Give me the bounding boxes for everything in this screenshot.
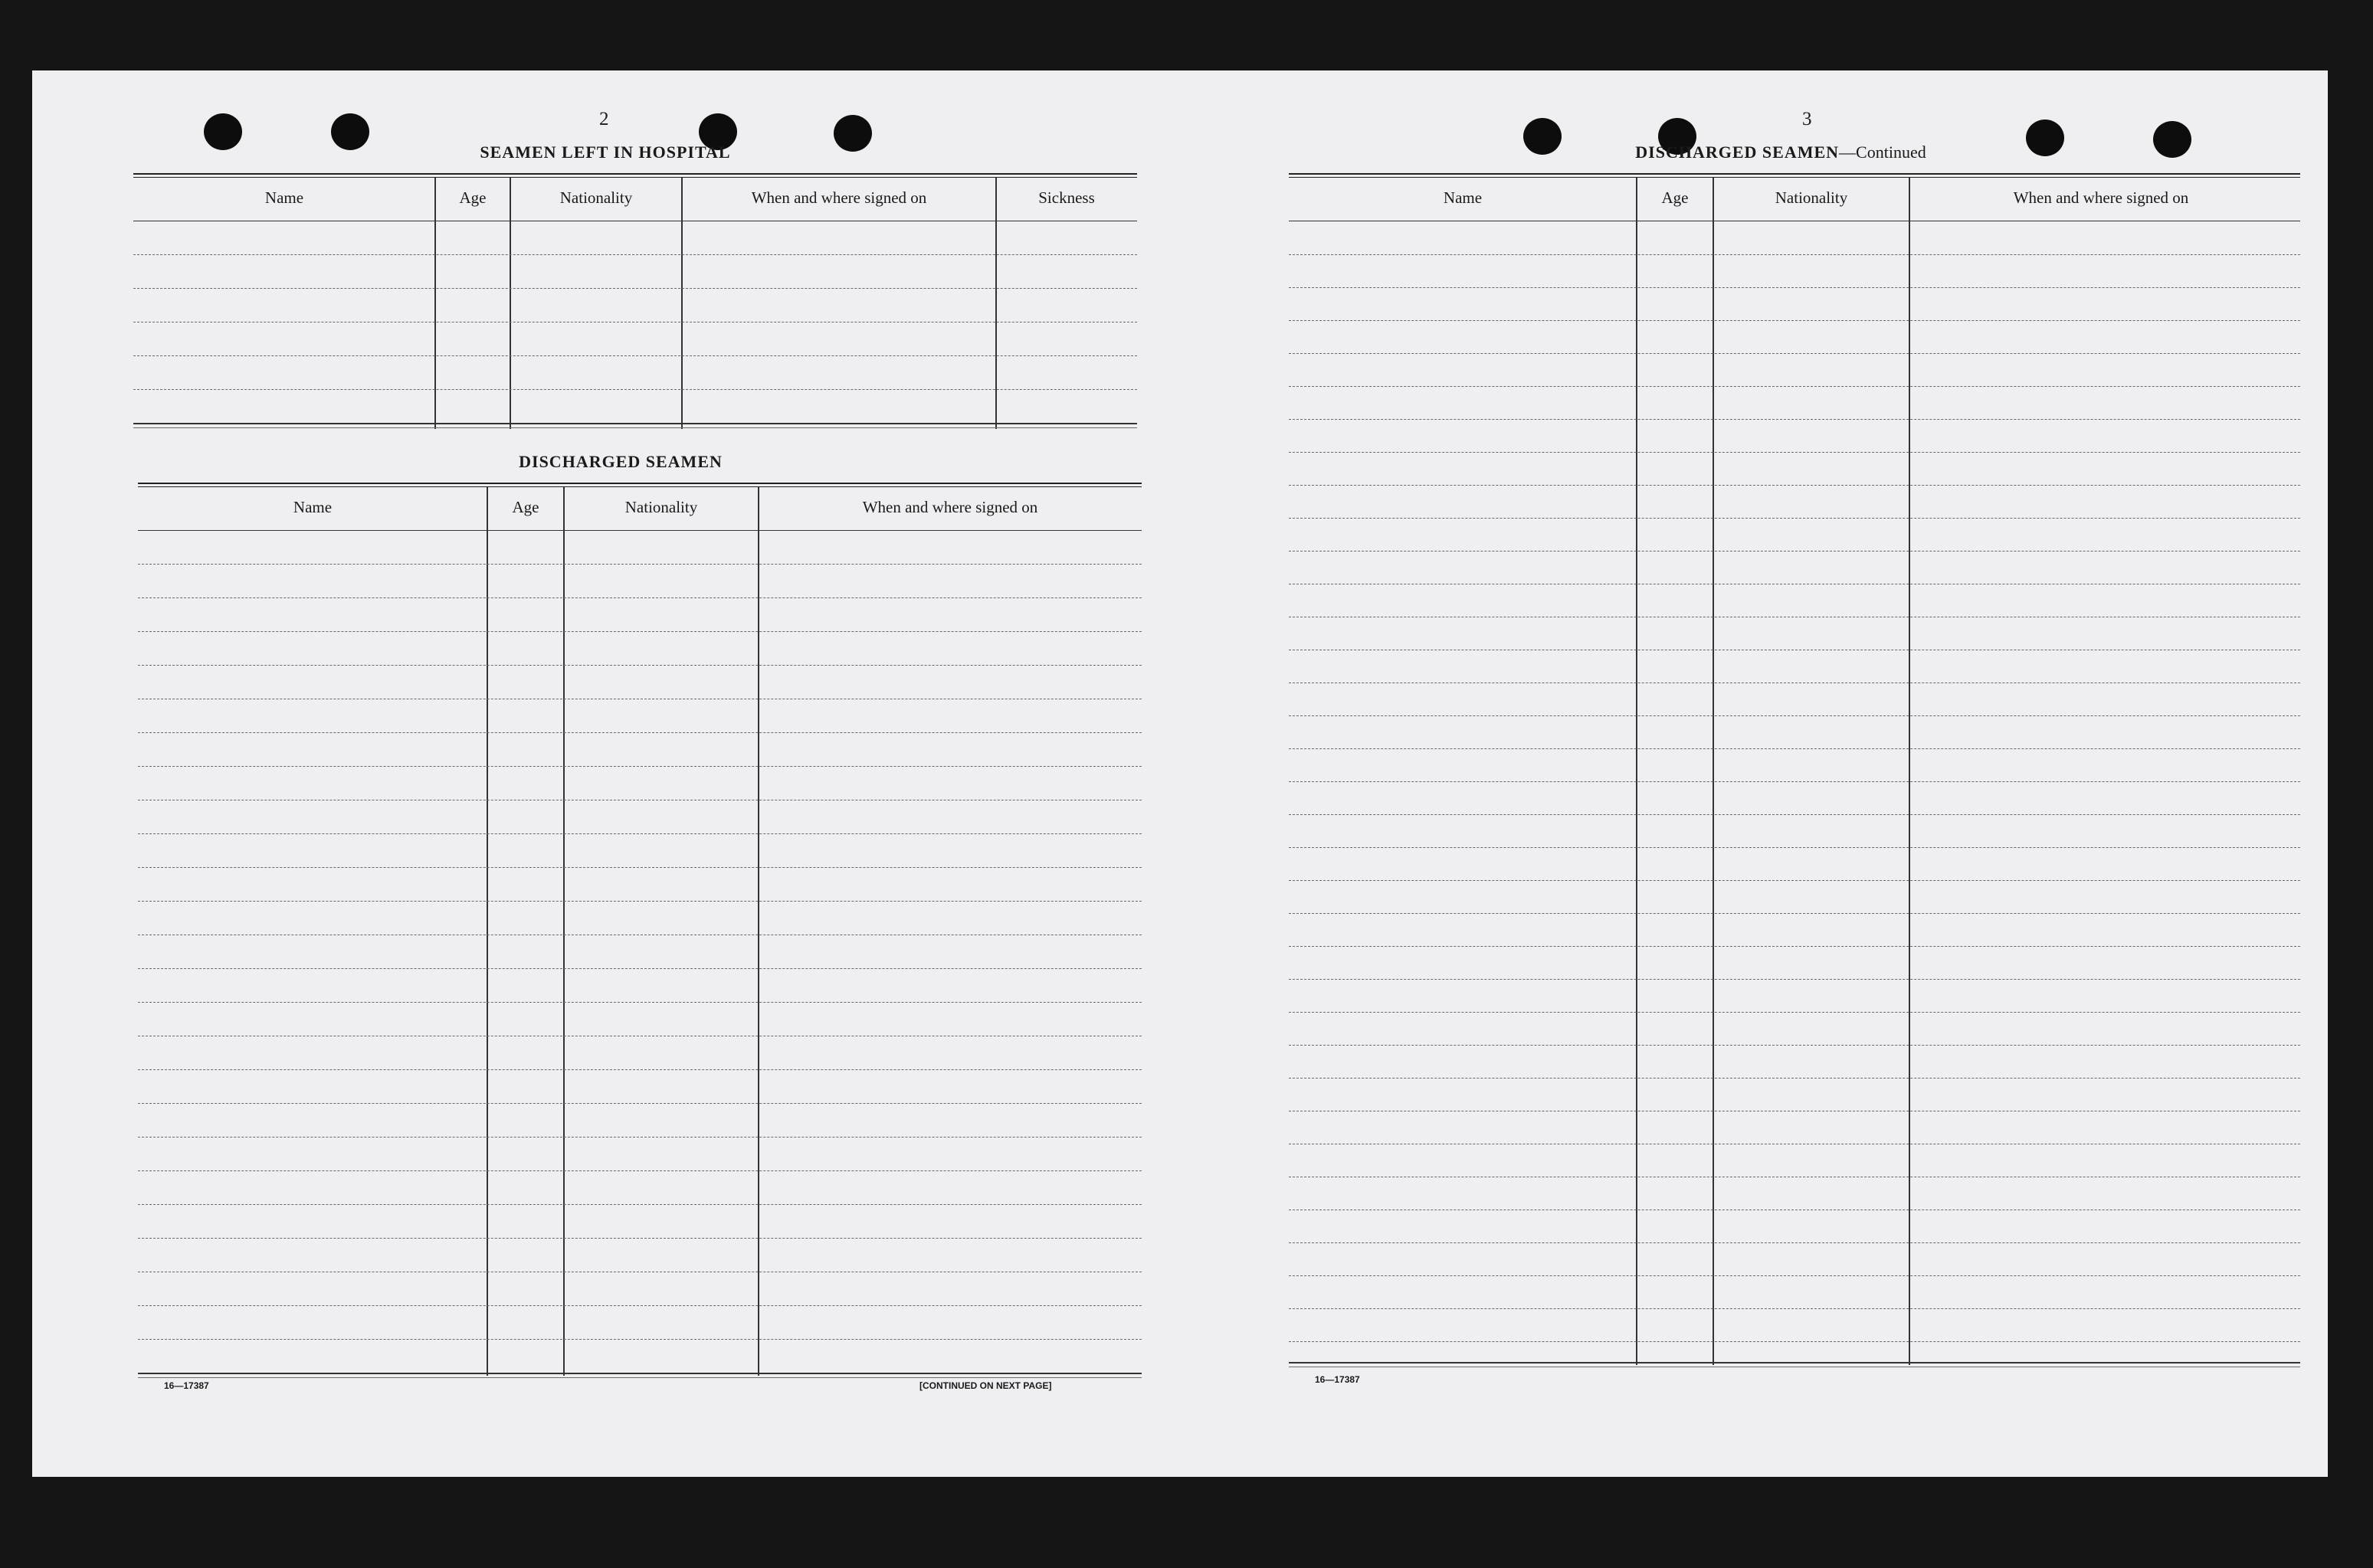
table-row [1289,551,2300,552]
table-row [1289,847,2300,848]
discharged-section-title: DISCHARGED SEAMEN [519,452,723,471]
table-row [1289,1012,2300,1013]
table-row [133,288,1137,289]
column-header-nationality: Nationality [1775,188,1848,207]
document-sheet [32,70,2328,1477]
column-header-signed-on: When and where signed on [2013,188,2189,207]
form-number: 16—17387 [1315,1374,1360,1385]
table-row [1289,353,2300,354]
table-row [1289,913,2300,914]
table-row [1289,1308,2300,1309]
table-row [1289,715,2300,716]
table-row [138,1170,1142,1171]
table-row [1289,880,2300,881]
table-row [138,1002,1142,1003]
table-row [1289,452,2300,453]
table-row [1289,320,2300,321]
table-row [1289,485,2300,486]
punch-hole [331,113,369,150]
table-row [1289,781,2300,782]
table-row [138,732,1142,733]
page-number: 2 [599,109,609,129]
table-row [133,254,1137,255]
column-header-age: Age [512,498,539,516]
table-row [1289,1242,2300,1243]
column-header-name: Name [264,188,304,207]
right-page [1250,70,2308,1477]
table-row [138,901,1142,902]
punch-hole [2026,119,2064,156]
table-row [138,1069,1142,1070]
discharged-table [138,483,1142,1386]
table-row [138,766,1142,767]
table-row [133,389,1137,390]
table-row [138,597,1142,598]
table-row [138,1238,1142,1239]
table-row [133,355,1137,356]
left-page [100,70,1142,1477]
title-text: DISCHARGED SEAMEN [1635,142,1840,162]
column-header-age: Age [1661,188,1689,207]
table-row [138,968,1142,969]
table-row [1289,419,2300,420]
discharged-continued-table [1289,173,2300,1376]
hospital-table [133,173,1137,441]
table-row [1289,1275,2300,1276]
table-row [1289,386,2300,387]
table-row [138,867,1142,868]
table-row [138,564,1142,565]
table-row [1289,1045,2300,1046]
punch-hole [204,113,242,150]
column-header-name: Name [293,498,333,516]
column-header-age: Age [459,188,487,207]
table-row [1289,254,2300,255]
table-row [138,1339,1142,1340]
table-row [1289,979,2300,980]
table-row [1289,287,2300,288]
table-row [138,833,1142,834]
column-header-nationality: Nationality [559,188,633,207]
title-suffix: —Continued [1839,142,1926,162]
hospital-section-title: SEAMEN LEFT IN HOSPITAL [480,142,731,162]
discharged-continued-title [1635,142,1926,162]
column-header-signed-on: When and where signed on [862,498,1038,516]
column-header-sickness: Sickness [1038,188,1095,207]
column-header-nationality: Nationality [624,498,698,516]
table-row [1289,1078,2300,1079]
punch-hole [834,115,872,152]
continued-note: [CONTINUED ON NEXT PAGE] [919,1380,1052,1391]
column-header-name: Name [1443,188,1483,207]
table-row [138,1305,1142,1306]
form-number: 16—17387 [164,1380,209,1391]
table-row [138,665,1142,666]
table-row [138,1204,1142,1205]
table-row [1289,1341,2300,1342]
table-row [1289,518,2300,519]
punch-hole [1523,118,1562,155]
page-number: 3 [1802,109,1812,129]
table-row [138,631,1142,632]
table-row [138,1137,1142,1138]
punch-hole [2153,121,2191,158]
table-row [1289,748,2300,749]
table-row [138,1103,1142,1104]
table-row [1289,814,2300,815]
table-row [1289,946,2300,947]
column-header-signed-on: When and where signed on [751,188,927,207]
